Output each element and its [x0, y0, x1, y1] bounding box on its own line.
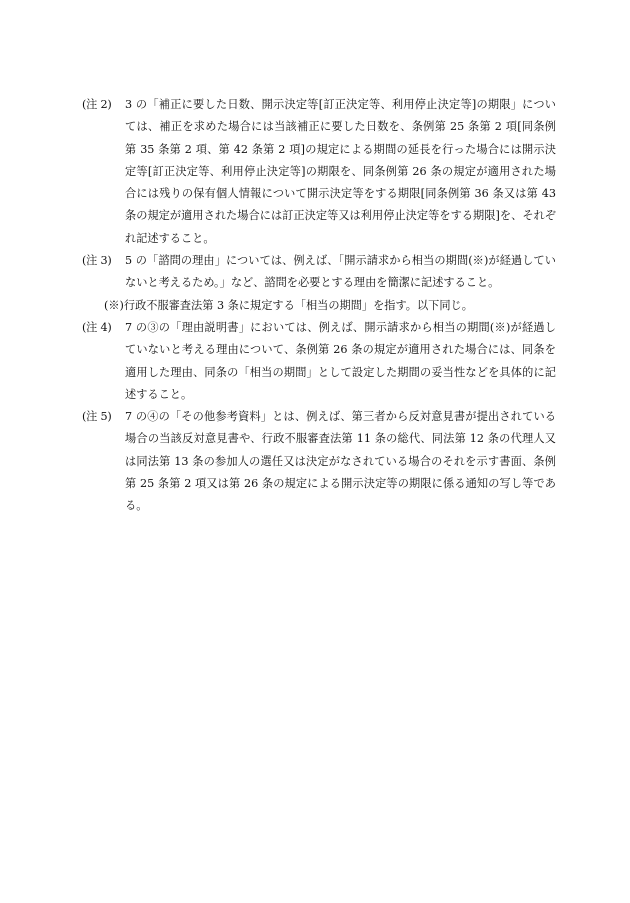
- note-text: 3 の「補正に要した日数、開示決定等[訂正決定等、利用停止決定等]の期限」については、補正を求めた場合には当該補正に要した日数を、条例第 25 条第 2 項[同条例第 35 条第 2 項、第 42 条第 2 項]の規定による期間の延長を行った場合には開示決定等[訂正決定等、利用停止決定等]の期限を、同条例第 26 条の規定が適用された場合には残りの保有個人情報について開示決定等をする期限[同条例第 36 条又は第 43 条の規定が適用された場合には訂正決定等又は利用停止決定等をする期限]を、それぞれ記述すること。: [125, 98, 556, 245]
- note-text: 7 の④の「その他参考資料」とは、例えば、第三者から反対意見書が提出されている場合の当該反対意見書や、行政不服審査法第 11 条の総代、同法第 12 条の代理人又は同法第 13 条の参加人の選任又は決定がなされている場合のそれを示す書面、条例第 25 条第 2 項又は第 26 条の規定による開示決定等の期限に係る通知の写し等である。: [125, 410, 556, 513]
- note-2: [82, 94, 556, 250]
- note-text: 5 の「諮問の理由」については、例えば、「開示請求から相当の期間(※)が経過していないと考えるため。」など、諮問を必要とする理由を簡潔に記述すること。: [125, 254, 556, 290]
- note-label: (注 3): [82, 254, 112, 268]
- note-text: 7 の③の「理由説明書」においては、例えば、開示請求から相当の期間(※)が経過していないと考える理由について、条例第 26 条の規定が適用された場合には、同条を適用した理由、同条の「相当の期間」として設定した期間の妥当性などを具体的に記述すること。: [125, 320, 556, 401]
- note-label: (注 4): [82, 320, 112, 334]
- note-3: [82, 250, 556, 295]
- note-label: (注 5): [82, 410, 112, 424]
- footnote-asterisk: (※)行政不服審査法第 3 条に規定する「相当の期間」を指す。以下同じ。: [104, 298, 473, 312]
- note-5: [82, 406, 556, 517]
- note-4: [82, 317, 556, 406]
- note-label: (注 2): [82, 98, 112, 111]
